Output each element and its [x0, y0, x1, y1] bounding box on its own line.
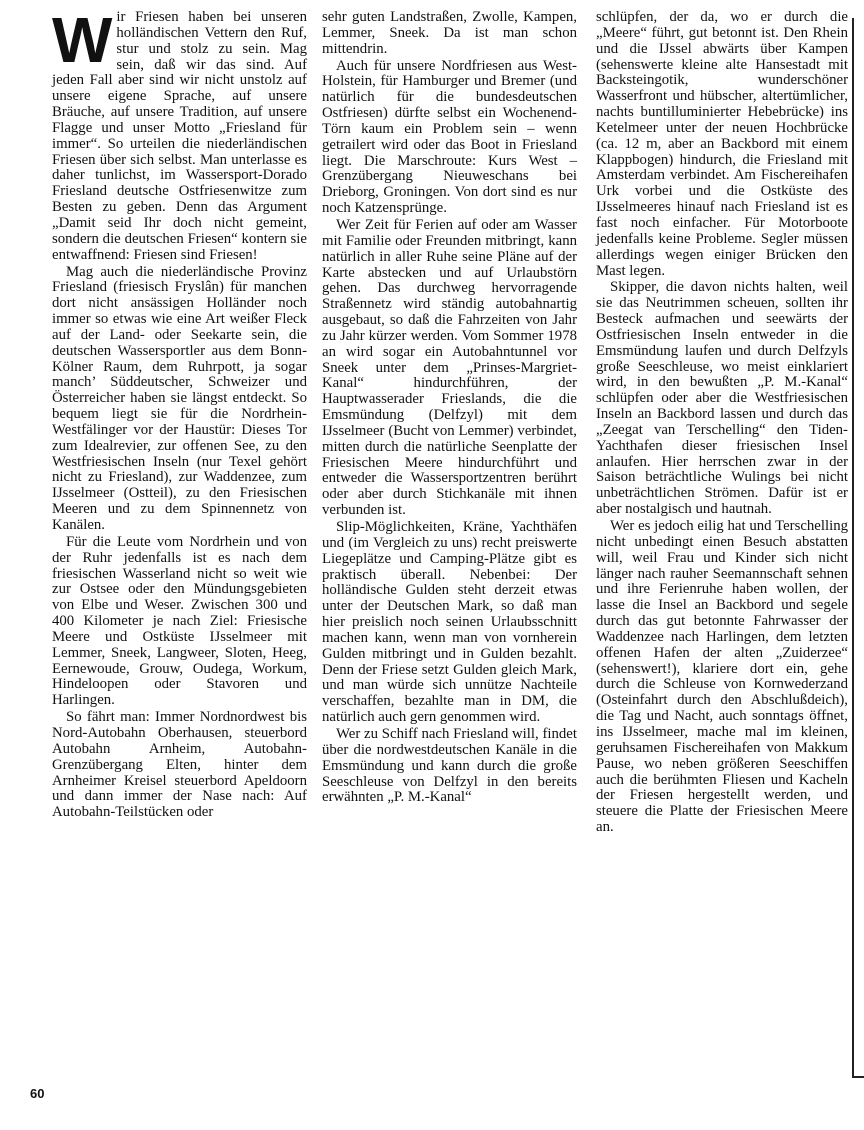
frame-rule-bottom — [852, 1076, 864, 1078]
article-paragraph: Slip-Möglichkeiten, Kräne, Yachthäfen und (im Vergleich zu uns) recht preiswerte Liegeplätze und Camping-Plätze gibt es praktisch überall. Nebenbei: Der holländische Gulden steht derzeit etwas unter der Deutschen Mark, so daß man hier preislich noch seinen Urlaubsschnitt machen kann, wenn man von vornherein Gulden mitbringt und in Gulden bezahlt. Denn der Friese setzt Gulden gleich Mark, und man würde sich unnütze Nachteile verschaffen, bezahlte man in DM, die natürlich auch gern genommen wird. — [322, 519, 577, 726]
article-paragraph: So fährt man: Immer Nordnordwest bis Nord-Autobahn Oberhausen, steuerbord Autobahn Arnheim, Autobahn-Grenzübergang Elten, hinter dem Arnheimer Kreisel steuerbord Apeldoorn und dann immer der Nase nach: Auf Autobahn-Teilstücken oder — [52, 709, 307, 821]
article-paragraph: schlüpfen, der da, wo er durch die „Meere“ führt, gut betonnt ist. Den Rhein und die IJssel abwärts über Kampen (sehenswerte kleine alte Hansestadt mit Backsteingotik, wunderschöner Wasserfront und hübscher, altertümlicher, nachts buntilluminierter Hebebrücke) ins Ketelmeer unter der neuen Hochbrücke (ca. 12 m, aber an Backbord mit einem Klappbogen) hindurch, die Friesland mit Amsterdam verbindet. Am Fischereihafen Urk vorbei und die Ostküste des IJsselmeeres hinauf nach Friesland ist es fast noch einfacher. Für Motorboote jedenfalls keine Probleme. Segler müssen allerdings wegen einiger Brücken den Mast legen. — [596, 9, 848, 279]
frame-rule-right — [852, 18, 854, 1078]
article-paragraph — [52, 4, 307, 264]
article-column-2 — [322, 10, 577, 806]
article-paragraph: Für die Leute vom Nordrhein und von der Ruhr jedenfalls ist es nach dem friesischen Wasserland nicht so weit wie zur Ostsee oder den Mündungsgebieten von Elbe und Weser. Zwischen 300 und 400 Kilometer je nach Ziel: Friesische Meere und Ostküste IJsselmeer mit Lemmer, Sneek, Langweer, Sloten, Heeg, Eernewoude, Grouw, Oudega, Workum, Hindeloopen oder Stavoren und Harlingen. — [52, 533, 307, 709]
page-number: 60 — [30, 1086, 45, 1101]
article-paragraph: sehr guten Landstraßen, Zwolle, Kampen, Lemmer, Sneek. Da ist man schon mittendrin. — [322, 9, 577, 57]
article-paragraph: Wer zu Schiff nach Friesland will, findet über die nordwestdeutschen Kanäle in die Emsmündung und kann durch die große Seeschleuse von Delfzyl in den bereits erwähnten „P. M.-Kanal“ — [322, 725, 577, 806]
article-paragraph: Skipper, die davon nichts halten, weil sie das Neutrimmen scheuen, sollten ihr Besteck aufmachen und seewärts der Ostfriesischen Inseln entweder in die Emsmündung laufen und durch Delfzyls große Seeschleuse, wo meist einklariert wird, in den bewußten „P. M.-Kanal“ schlüpfen oder aber die Westfriesischen Inseln an Backbord lassen und durch das „Zeegat van Terschelling“ den Tiden-Yachthafen dieser friesischen Insel anlaufen. Hier herrschen zwar in der Saison beträchtliche Wulings bei nicht unbeträchtlichen Strömen. Dafür ist er aber nostalgisch und hautnah. — [596, 279, 848, 518]
article-paragraph: Wer es jedoch eilig hat und Terschelling nicht unbedingt einen Besuch abstatten will, weil Frau und Kinder sich nicht länger nach rauher Seemannschaft sehnen und ihre Ferienruhe haben wollen, der lasse die Insel an Backbord und segele durch das gut betonnte Fahrwasser der Waddenzee nach Harlingen, dem letzten offenen Hafen der alten „Zuiderzee“ (sehenswert!), klariere dort ein, gehe durch die Schleuse von Kornwederzand (Osteinfahrt durch den Abschlußdeich), die Tag und Nacht, auch sonntags öffnet, ins IJsselmeer, mache mal im kleinen, geruhsamen Fischereihafen von Makkum Pause, wo neben größeren Seeschiffen auch die berühmten Fliesen und Kacheln der Friesen hergestellt werden, und steuere die Platte der Friesischen Meere an. — [596, 518, 848, 836]
article-paragraph: Auch für unsere Nordfriesen aus West-Holstein, für Hamburger und Bremer (und natürlich für die bundesdeutschen Ostfriesen) dürfte selbst ein Wochenend-Törn kaum ein Problem sein – wenn getrailert wird oder das Boot in Friesland liegt. Die Marschroute: Kurs West – Grenzübergang Nieuweschans bei Drieborg, Groningen. Von dort sind es nur noch Katzensprünge. — [322, 57, 577, 217]
drop-cap: W — [52, 4, 113, 76]
paragraph-text: ir Friesen haben bei unseren holländischen Vettern den Ruf, stur und stolz zu sein. Mag sein, daß wir das sind. Auf jeden Fall aber sind wir nicht unstolz auf unsere eigene Sprache, auf unsere Bräuche, auf unsere Tradition, auf unsere Flagge und unser Motto „Friesland für immer“. So urteilen die niederländischen Friesen über sich selbst. Man unterlasse es daher tunlichst, im Wassersport-Dorado Friesland deutsche Ostfriesenwitze zum Besten zu geben. Denn das Argument „Damit seid Ihr doch nicht gemeint, sondern die deutschen Friesen“ kontern sie entwaffnend: Friesen sind Friesen! — [52, 9, 307, 263]
article-paragraph: Mag auch die niederländische Provinz Friesland (friesisch Fryslân) für manchen dort nicht ansässigen Holländer noch immer so etwas wie eine Art weißer Fleck auf der Land- oder Seekarte sein, die deutschen Wassersportler aus dem Bonn-Kölner Raum, dem Ruhrpott, ja sogar manch’ Süddeutscher, Schweizer und Österreicher haben sie längst entdeckt. So bequem liegt sie für die Nordrhein-Westfälinger vor der Haustür: Dieses Tor zum Idealrevier, zur offenen See, zu den Westfriesischen Inseln (nur Texel gehört nicht zu Friesland), zur Waddenzee, zum IJsselmeer (Ostteil), zu den Friesischen Meeren und zu dem Spinnennetz von Kanälen. — [52, 263, 307, 533]
article-column-3 — [596, 10, 848, 836]
article-paragraph: Wer Zeit für Ferien auf oder am Wasser mit Familie oder Freunden mitbringt, kann natürlich in aller Ruhe seine Pläne auf der Karte abstecken und auf Urlaubstörn gehen. Das durchweg hervorragende Straßennetz wird ständig autobahnartig ausgebaut, so daß die Fahrzeiten von Jahr zu Jahr kürzer werden. Vom Sommer 1978 an wird sogar ein Autobahntunnel vor Sneek unter dem „Prinses-Margriet-Kanal“ hindurchführen, der Hauptwasserader Frieslands, die die Emsmündung (Delfzyl) mit dem IJsselmeer (Bucht von Lemmer) verbindet, mitten durch die natürliche Seenplatte der Friesischen Meere hindurchführt und entweder die Wassersportzentren berührt oder aber durch Stichkanäle mit ihnen verbunden ist. — [322, 216, 577, 519]
article-column-1 — [52, 4, 307, 821]
